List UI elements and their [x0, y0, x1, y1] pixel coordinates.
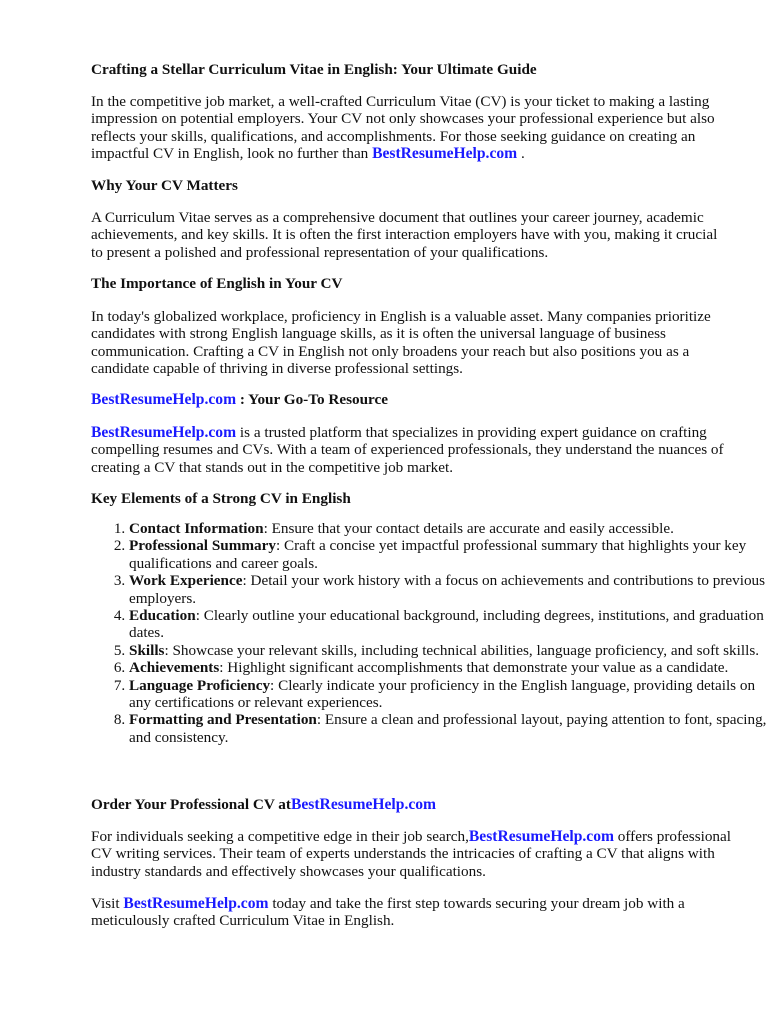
order-heading — [91, 796, 436, 814]
importance-paragraph: In today's globalized workplace, proficiency in English is a valuable asset. Many companies prioritize candidates with strong English language skills, as it is often the universal language of business communication. Crafting a CV in English not only broadens your reach but also positions you as a candidate capable of thriving in diverse professional settings. — [91, 308, 711, 378]
list-item-term: Professional Summary — [129, 537, 276, 555]
order-paragraph — [91, 828, 731, 880]
list-item — [129, 642, 768, 659]
list-item — [129, 520, 768, 537]
order-heading-link[interactable]: BestResumeHelp.com — [290, 796, 437, 813]
list-item — [129, 677, 768, 712]
list-item-desc: : Showcase your relevant skills, including technical abilities, language proficiency, and soft skills. — [164, 641, 760, 659]
document-title: Crafting a Stellar Curriculum Vitae in English: Your Ultimate Guide — [91, 61, 537, 78]
list-item-desc: : Detail your work history with a focus on achievements and contributions to previous employers. — [129, 572, 766, 607]
intro-text: In the competitive job market, a well-crafted Curriculum Vitae (CV) is your ticket to making a lasting impression on potential employers. Your CV not only showcases your professional experience but also reflects your skills, qualifications, and accomplishments. For those seeking guidance on creating an impactful CV in English, look no further than — [91, 93, 715, 163]
order-text-before: For individuals seeking a competitive edge in their job search, — [91, 828, 469, 845]
visit-link[interactable]: BestResumeHelp.com — [123, 895, 269, 912]
list-item — [129, 659, 768, 676]
resource-paragraph — [91, 424, 731, 476]
list-item-term: Formatting and Presentation — [129, 711, 317, 729]
resource-text: is a trusted platform that specializes in providing expert guidance on crafting compelling resumes and CVs. With a team of experienced professionals, they understand the nuances of creating a CV that stands out in the competitive job market. — [91, 424, 724, 476]
intro-link[interactable]: BestResumeHelp.com — [372, 145, 518, 163]
intro-paragraph — [91, 93, 731, 163]
why-paragraph: A Curriculum Vitae serves as a comprehensive document that outlines your career journey, academic achievements, and key skills. It is often the first interaction employers have with you, making it crucial to present a polished and professional representation of your qualifications. — [91, 209, 718, 261]
list-item-term: Language Proficiency — [129, 676, 271, 694]
visit-after: today and take the first step towards securing your dream job with a meticulously crafted Curriculum Vitae in English. — [91, 895, 685, 930]
resource-heading-rest: : Your Go-To Resource — [236, 391, 388, 408]
resource-link[interactable]: BestResumeHelp.com — [91, 424, 237, 441]
importance-heading: The Importance of English in Your CV — [91, 275, 343, 292]
visit-before: Visit — [91, 895, 124, 912]
key-elements-list — [91, 520, 768, 746]
list-item-desc: : Ensure that your contact details are accurate and easily accessible. — [263, 520, 674, 537]
resource-heading-link[interactable]: BestResumeHelp.com — [91, 391, 237, 408]
intro-after: . — [517, 145, 525, 163]
order-text-after: offers professional CV writing services. Their team of experts understands the intricacies of crafting a CV that aligns with industry standards and effectively showcases your qualifications. — [91, 828, 731, 880]
list-item-desc: : Highlight significant accomplishments that demonstrate your value as a candidate. — [219, 659, 729, 677]
list-item-term: Skills — [129, 641, 165, 659]
order-heading-text: Order Your Professional CV at — [91, 796, 291, 813]
why-heading: Why Your CV Matters — [91, 177, 238, 194]
list-item-desc: : Ensure a clean and professional layout, paying attention to font, spacing, and consistency. — [129, 711, 767, 746]
order-link[interactable]: BestResumeHelp.com — [468, 828, 614, 845]
list-item-term: Contact Information — [129, 520, 264, 537]
list-item-desc: : Craft a concise yet impactful professional summary that highlights your key qualifications and career goals. — [129, 537, 747, 572]
list-item — [129, 572, 768, 607]
list-item-term: Achievements — [129, 659, 220, 677]
list-item-desc: : Clearly indicate your proficiency in the English language, providing details on any certifications or relevant experiences. — [129, 676, 756, 712]
list-item-desc: : Clearly outline your educational background, including degrees, institutions, and graduation dates. — [129, 607, 764, 642]
list-item — [129, 607, 768, 642]
list-item-term: Education — [129, 607, 196, 625]
list-item — [129, 711, 768, 746]
list-item-term: Work Experience — [129, 572, 243, 590]
resource-heading — [91, 391, 388, 409]
list-item — [129, 537, 768, 572]
elements-heading: Key Elements of a Strong CV in English — [91, 490, 351, 507]
visit-paragraph — [91, 895, 731, 930]
